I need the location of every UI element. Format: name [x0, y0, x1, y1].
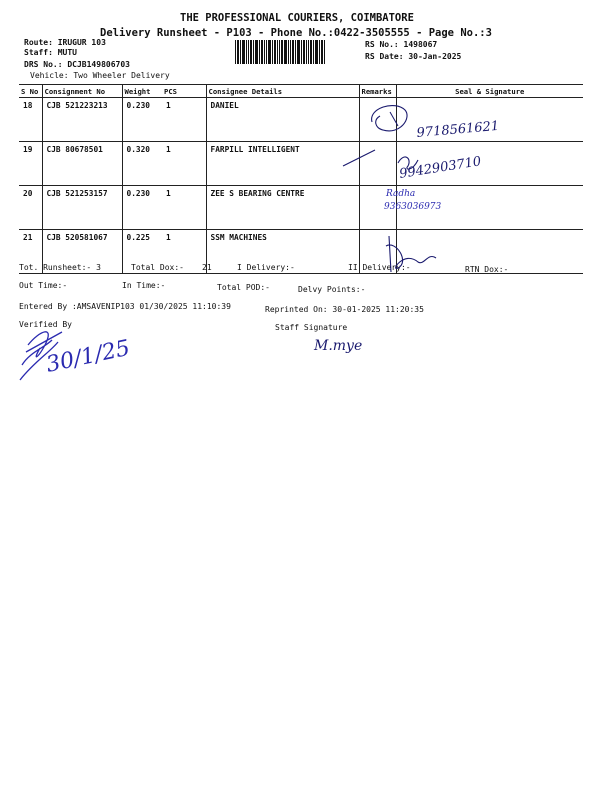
rtn-dox: RTN Dox:- — [465, 265, 509, 274]
cell-weight: 0.225 — [122, 230, 162, 274]
cell-pcs: 1 — [162, 230, 206, 274]
route-label: Route: IRUGUR 103 — [24, 38, 106, 47]
total-dox-label: Total Dox:- — [131, 263, 184, 272]
cell-consignment: CJB 520581067 — [42, 230, 122, 274]
total-pod: Total POD:- — [217, 283, 270, 292]
i-delivery: I Delivery:- — [237, 263, 295, 272]
cell-sno: 18 — [19, 98, 42, 142]
cell-weight: 0.320 — [122, 142, 162, 186]
cell-sno: 20 — [19, 186, 42, 230]
col-consignment: Consignment No — [42, 85, 122, 98]
cell-consignee: ZEE S BEARING CENTRE — [206, 186, 359, 230]
row18-signature-stroke — [390, 112, 398, 126]
cell-consignment: CJB 80678501 — [42, 142, 122, 186]
ii-delivery: II Delivery:- — [348, 263, 411, 272]
total-dox-value: 21 — [202, 263, 212, 272]
staff-signature-handwritten: M.mye — [314, 338, 363, 354]
cell-weight: 0.230 — [122, 98, 162, 142]
cell-weight: 0.230 — [122, 186, 162, 230]
cell-consignment: CJB 521253157 — [42, 186, 122, 230]
company-title: THE PROFESSIONAL COURIERS, COIMBATORE — [180, 12, 414, 24]
col-seal-signature: Seal & Signature — [396, 85, 583, 98]
reprinted-on: Reprinted On: 30-01-2025 11:20:35 — [265, 305, 424, 314]
runsheet-subtitle: Delivery Runsheet - P103 - Phone No.:0422-3505555 - Page No.:3 — [100, 27, 492, 39]
tot-runsheet: Tot. Runsheet:- 3 — [19, 263, 101, 272]
rs-number: RS No.: 1498067 — [365, 40, 438, 49]
cell-sno: 19 — [19, 142, 42, 186]
entered-by: Entered By :AMSAVENIP103 01/30/2025 11:10:39 — [19, 302, 231, 311]
row19-phone-handwritten: 9942903710 — [398, 154, 483, 182]
col-sno: S No — [19, 85, 42, 98]
cell-sno: 21 — [19, 230, 42, 274]
staff-label: Staff: MUTU — [24, 48, 77, 57]
vehicle-label: Vehicle: Two Wheeler Delivery — [30, 71, 170, 80]
verified-by-label: Verified By — [19, 320, 72, 329]
row19-remark-tick — [343, 150, 375, 166]
cell-consignee: SSM MACHINES — [206, 230, 359, 274]
drs-number: DRS No.: DCJB149806703 — [24, 60, 130, 69]
col-weight: Weight — [122, 85, 162, 98]
out-time: Out Time:- — [19, 281, 68, 290]
cell-pcs: 1 — [162, 186, 206, 230]
in-time: In Time:- — [122, 281, 166, 290]
col-consignee: Consignee Details — [206, 85, 359, 98]
verified-date-handwritten: 30/1/25 — [44, 335, 133, 378]
row20-phone-handwritten: 9363036973 — [384, 202, 442, 212]
rs-date: RS Date: 30-Jan-2025 — [365, 52, 462, 61]
cell-consignee: FARPILL INTELLIGENT — [206, 142, 359, 186]
row18-phone-handwritten: 9718561621 — [416, 118, 500, 141]
delvy-points: Delvy Points:- — [298, 285, 366, 294]
row18-signature-scribble — [372, 106, 407, 131]
cell-pcs: 1 — [162, 98, 206, 142]
col-pcs: PCS — [162, 85, 206, 98]
col-remarks: Remarks — [359, 85, 396, 98]
cell-pcs: 1 — [162, 142, 206, 186]
row20-name-handwritten: Radha — [386, 189, 416, 199]
cell-consignee: DANIEL — [206, 98, 359, 142]
row21-signature — [386, 236, 436, 272]
staff-signature-label: Staff Signature — [275, 323, 348, 332]
cell-consignment: CJB 521223213 — [42, 98, 122, 142]
